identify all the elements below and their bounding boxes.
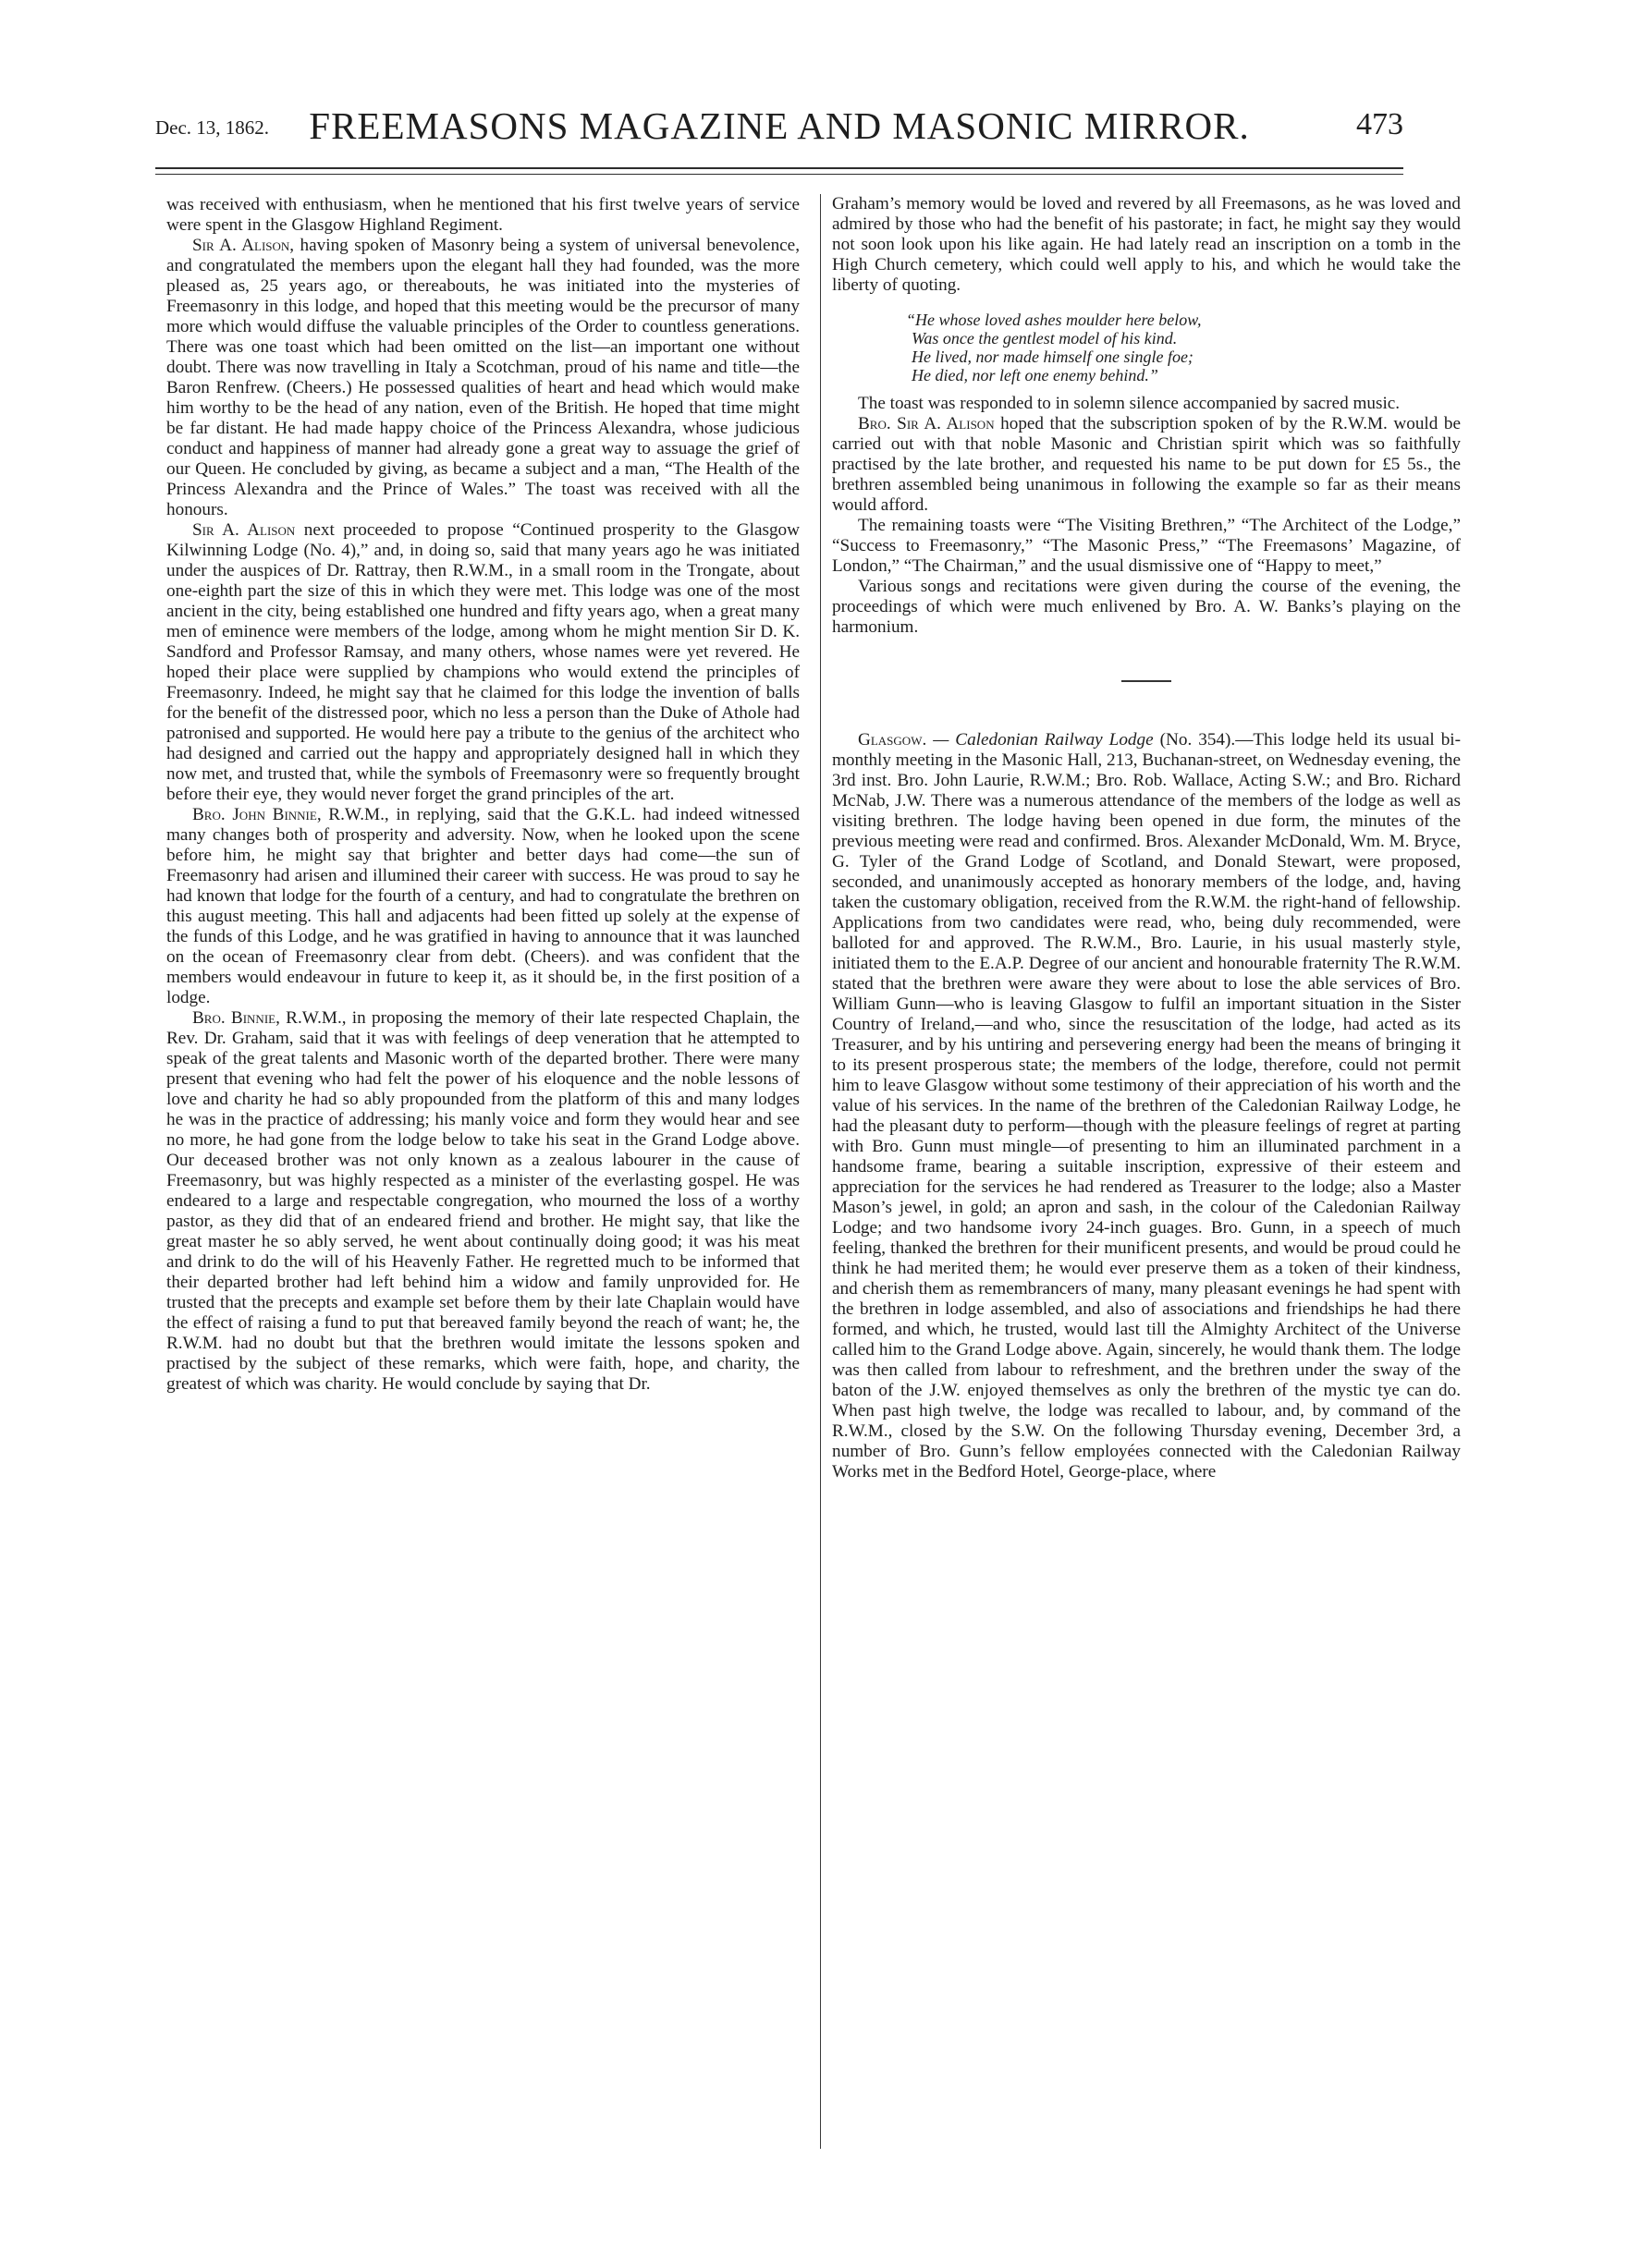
magazine-title: FREEMASONS MAGAZINE AND MASONIC MIRROR. [309,104,1250,147]
paragraph-continuation: Graham’s memory would be loved and revered by all Freemasons, as he was loved and admired by those who had the benefit of his pastorate; in fact, he might say they would not soon look upon his like again. He had lately read an inscription on a tomb in the High Church cemetery, which could well apply to his, and which he would take the liberty of quoting. [832,194,1461,295]
speaker-name: Sir A. Alison [192,520,296,540]
speaker-name: Sir A. Alison [192,236,290,255]
paragraph-text: , R.W.M., in proposing the memory of their late respected Chaplain, the Rev. Dr. Graham, said that it was with feelings of deep veneration that he attempted to speak of the great talents and Masonic worth of the departed brother. There were many present that evening who had felt the power of his eloquence and the noble lessons of love and charity he had so ably propounded from the platform of this and many lodges he was in the practice of addressing; his manly voice and form they would hear and see no more, he had gone from the lodge below to take his seat in the Grand Lodge above. Our deceased brother was not only known as a zealous labourer in the cause of Freemasonry, but was highly respected as a minister of the everlasting gospel. He was endeared to a large and respectable congregation, who mourned the loss of a worthy pastor, as they did that of an endeared friend and brother. He might say, that like the great master he so ably served, he went about continually doing good; it was his meat and drink to do the will of his Heavenly Father. He regretted much to be informed that their departed brother had left behind him a widow and family unprovided for. He trusted that the precepts and example set before them by their late Chaplain would have the effect of raising a fund to put that bereaved family beyond the reach of want; he, the R.W.M. had no doubt but that the brethren would imitate the lessons spoken and practised by the subject of these remarks, which were faith, hope, and charity, the greatest of which was charity. He would conclude by saying that Dr. [166,1008,800,1394]
paragraph-continuation: was received with enthusiasm, when he mentioned that his first twelve years of service were spent in the Glasgow Highland Regiment. [166,195,800,235]
left-column [166,195,800,1395]
speaker-name: Bro. Sir A. Alison [858,414,995,433]
paragraph-songs: Various songs and recitations were given during the course of the evening, the proceedings of which were much enlivened by Bro. A. W. Banks’s playing on the harmonium. [832,577,1461,637]
page-number: 473 [1356,107,1403,141]
right-column [832,194,1461,1482]
speaker-name: Bro. Binnie [192,1008,276,1028]
paragraph-alison-kilwinning [166,520,800,805]
poem-line: He died, nor left one enemy behind.” [912,366,1158,384]
report-lodge-name: — Caledonian Railway Lodge [926,730,1154,750]
column-divider [820,194,821,2149]
section-separator [1121,680,1171,682]
report-place: Glasgow. [858,730,927,750]
paragraph-toasts: The remaining toasts were “The Visiting Brethren,” “The Architect of the Lodge,” “Success to Freemasonry,” “The Masonic Press,” “The Freemasons’ Magazine, of London,” “The Chairman,” and the usual dismissive one of “Happy to meet,” [832,516,1461,576]
issue-date: Dec. 13, 1862. [155,116,270,139]
paragraph-text: next proceeded to propose “Continued prosperity to the Glasgow Kilwinning Lodge (No. 4),” and, in doing so, said that many years ago he was initiated under the auspices of Dr. Rattray, then R.W.M., in a small room in the Trongate, about one-eighth part the size of this in which they were met. This lodge was one of the most ancient in the city, being established one hundred and fifty years ago, when a great many men of eminence were members of the lodge, among whom he might mention Sir D. K. Sandford and Professor Ramsay, and many others, whose names were yet revered. He hoped their place were supplied by champions who would extend the principles of Freemasonry. Indeed, he might say that he claimed for this lodge the invention of balls for the benefit of the distressed poor, which no less a person than the Duke of Athole had patronised and supported. He would here pay a tribute to the genius of the architect who had designed and carried out the happy and appropriately designed hall in which they now met, and trusted that, while the symbols of Freemasonry were so frequently brought before their eye, they would never forget the grand principles of the art. [166,520,800,804]
paragraph-text: , R.W.M., in replying, said that the G.K.L. had indeed witnessed many changes both of prosperity and adversity. Now, when he looked upon the scene before him, he might say that brighter and better days had come—the sun of Freemasonry had arisen and illumined their career with success. He was proud to say he had known that lodge for the fourth of a century, and had to congratulate the brethren on this august meeting. This hall and adjacents had been fitted up solely at the expense of the funds of this Lodge, and he was gratified in having to announce that it was launched on the ocean of Freemasonry clear from debt. (Cheers). and was confident that the members would endeavour in future to keep it, as it should be, in the first position of a lodge. [166,805,800,1007]
header-rule-thick [155,167,1403,169]
paragraph-silence: The toast was responded to in solemn silence accompanied by sacred music. [858,394,1401,413]
speaker-name: Bro. John Binnie [192,805,317,824]
epitaph-poem [906,311,1461,384]
paragraph-caledonian-report [832,730,1461,1482]
paragraph-alison-toast [166,236,800,520]
paragraph-binnie-memory [166,1008,800,1395]
paragraph-text: hoped that the subscription spoken of by the R.W.M. would be carried out with that noble Masonic and Christian spirit which was so faithfully practised by the late brother, and requested his name to be put down for £5 5s., the brethren assembled being unanimous in following the example so far as their means would afford. [832,414,1461,515]
poem-line: “He whose loved ashes moulder here below, [906,311,1202,329]
paragraph-text: (No. 354).—This lodge held its usual bi-monthly meeting in the Masonic Hall, 213, Buchanan-street, on Wednesday evening, the 3rd inst. Bro. John Laurie, R.W.M.; Bro. Rob. Wallace, Acting S.W.; and Bro. Richard McNab, J.W. There was a numerous attendance of the members of the lodge as well as visiting brethren. The lodge having been opened in due form, the minutes of the previous meeting were read and confirmed. Bros. Alexander McDonald, Wm. M. Bryce, G. Tyler of the Grand Lodge of Scotland, and Donald Stewart, were proposed, seconded, and unanimously accepted as honorary members of the lodge, and, having taken the customary obligation, received from the R.W.M. the right-hand of fellowship. Applications from two candidates were read, who, being duly recommended, were balloted for and approved. The R.W.M., Bro. Laurie, in his usual masterly style, initiated them to the E.A.P. Degree of our ancient and honourable fraternity The R.W.M. stated that the brethren were aware they were about to lose the able services of Bro. William Gunn—who is leaving Glasgow to fulfil an important situation in the Sister Country of Ireland,—and who, since the resuscitation of the lodge, had acted as its Treasurer, and by his untiring and persevering energy had been the means of bringing it to its present prosperous state; the members of the lodge, therefore, could not permit him to leave Glasgow without some testimony of their appreciation of his worth and the value of his services. In the name of the brethren of the Caledonian Railway Lodge, he had the pleasant duty to perform—though with the pleasure feelings of regret at parting with Bro. Gunn must mingle—of presenting to him an illuminated parchment in a handsome frame, bearing a suitable inscription, expressive of their esteem and appreciation for the services he had rendered as Treasurer to the lodge; also a Master Mason’s jewel, in gold; an apron and sash, in the colour of the Caledonian Railway Lodge; and two handsome ivory 24-inch guages. Bro. Gunn, in a speech of much feeling, thanked the brethren for their munificent presents, and would be proud could he think he had merited them; he would ever preserve them as a token of their kindness, and cherish them as remembrancers of many, many pleasant evenings he had spent with the brethren in lodge assembled, and also of associations and friendships he had there formed, and which, he trusted, would last till the Almighty Architect of the Universe called him to the Grand Lodge above. Again, sincerely, he would thank them. The lodge was then called from labour to refreshment, and the brethren under the sway of the baton of the J.W. enjoyed themselves as only the brethren of the mystic tye can do. When past high twelve, the lodge was recalled to labour, and, by command of the R.W.M., closed by the S.W. On the following Thursday evening, December 3rd, a number of Bro. Gunn’s fellow employées connected with the Caledonian Railway Works met in the Bedford Hotel, George-place, where [832,730,1462,1482]
paragraph-binnie-reply [166,805,800,1008]
poem-line: Was once the gentlest model of his kind. [912,329,1178,348]
header-rule-thin [155,174,1403,175]
paragraph-subscription [832,414,1461,516]
paragraph-text: , having spoken of Masonry being a system of universal benevolence, and congratulated the members upon the elegant hall they had founded, was the more pleased as, 25 years ago, or thereabouts, he was initiated into the mysteries of Freemasonry in this lodge, and hoped that this meeting would be the precursor of many more which would diffuse the valuable principles of the Order to countless generations. There was one toast which had been omitted on the list—an important one without doubt. There was now travelling in Italy a Scotchman, proud of his name and title—the Baron Renfrew. (Cheers.) He possessed qualities of heart and head which would make him worthy to be the head of any nation, even of the British. He hoped that time might be far distant. He had made happy choice of the Princess Alexandra, whose judicious conduct and happiness of manner had already gone a great way to assuage the grief of our Queen. He concluded by giving, as became a subject and a man, “The Health of the Princess Alexandra and the Prince of Wales.” The toast was received with all the honours. [166,236,800,519]
poem-line: He lived, nor made himself one single foe; [912,348,1193,366]
running-header [155,104,1403,159]
